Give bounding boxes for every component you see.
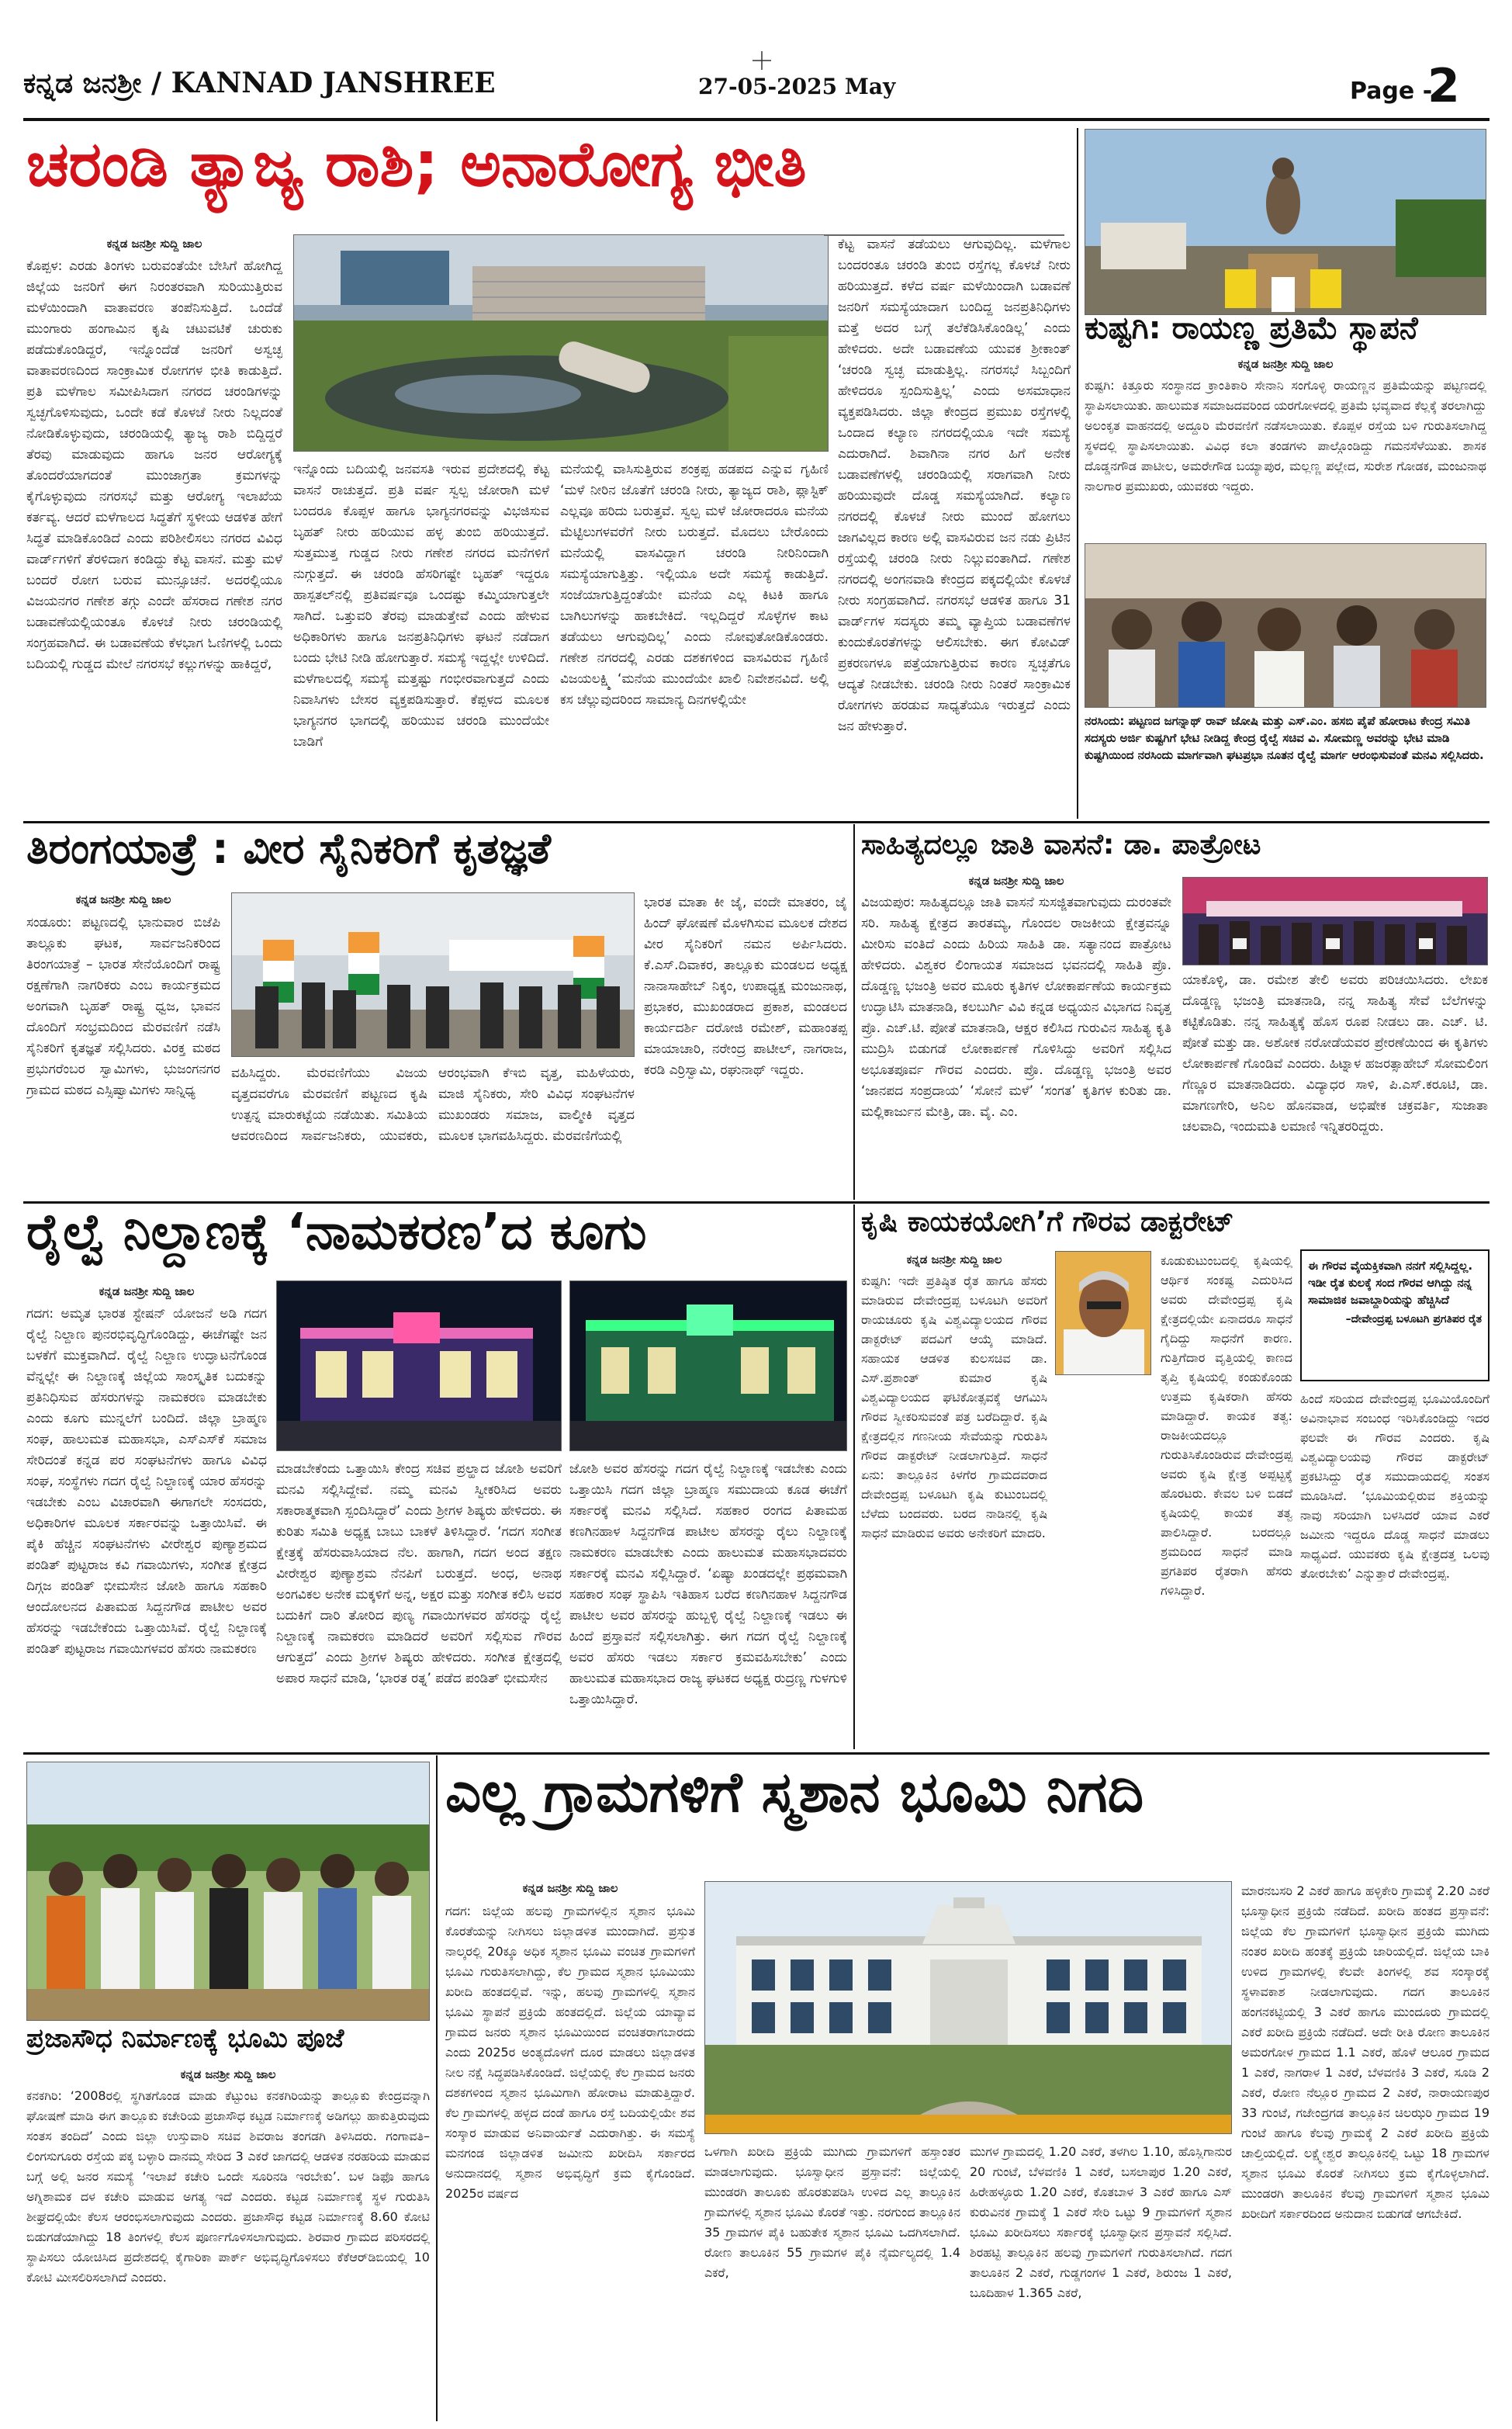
railway-col-1: ಗದಗ: ಅಮೃತ ಭಾರತ ಸ್ಟೇಷನ್ ಯೋಜನೆ ಅಡಿ ಗದಗ ರೈಲ್ವೆ ನಿಲ್ದಾಣ ಪುನರಭಿವೃದ್ಧಿಗೊಂಡಿದ್ದು, ಈಚೆಗಷ್ಟೇ ಜನ ಬಳಕೆಗೆ ಮುಕ್ತವಾಗಿದೆ. ರೈಲ್ವೆ ನಿಲ್ದಾಣ ಉದ್ಘಾಟನೆಗೊಂಡ ವೆನ್ನಲ್ಲೇ ಈ ನಿಲ್ದಾಣಕ್ಕೆ ಜಿಲ್ಲೆಯ ಸಾಂಸ್ಕೃತಿಕ ಬದುಕನ್ನು ಪ್ರತಿನಿಧಿಸುವ ಹೆಸರುಗಳನ್ನು ನಾಮಕರಣ ಮಾಡಬೇಕು ಎಂದು ಕೂಗು ಮುನ್ನಲೆಗೆ ಬಂದಿದೆ. ಜಿಲ್ಲಾ ಬ್ರಾಹ್ಮಣ ಸಂಘ, ಹಾಲುಮತ ಮಹಾಸಭಾ, ಎಸ್‌ಎಸ್‌ಕೆ ಸಮಾಜ ಸೇರಿದಂತೆ ಕನ್ನಡ ಪರ ಸಂಘಟನೆಗಳು ಹಾಗೂ ವಿವಿಧ ಸಂಘ, ಸಂಸ್ಥೆಗಳು ಗದಗ ರೈಲ್ವೆ ನಿಲ್ದಾಣಕ್ಕೆ ಯಾರ ಹೆಸರನ್ನು ಇಡಬೇಕು ಎಂಬ ವಿಚಾರವಾಗಿ ಈಗಾಗಲೇ ಸಂಸದರು, ಅಧಿಕಾರಿಗಳ ಮೂಲಕ ಸರ್ಕಾರವನ್ನು ಒತ್ತಾಯಿಸಿವೆ. ಈ ಪೈಕಿ ಹೆಚ್ಚಿನ ಸಂಘಟನೆಗಳು ವೀರೇಶ್ವರ ಪುಣ್ಯಾಶ್ರಮದ ಪಂಡಿತ್ ಪುಟ್ಟರಾಜ ಕವಿ ಗವಾಯಿಗಳು, ಸಂಗೀತ ಕ್ಷೇತ್ರದ ದಿಗ್ಗಜ ಪಂಡಿತ್ ಭೀಮಸೇನ ಜೋಶಿ ಹಾಗೂ ಸಹಕಾರಿ ಆಂದೋಲನದ ಪಿತಾಮಹ ಸಿದ್ದನಗೌಡ ಪಾಟೀಲ ಅವರ ಹೆಸರನ್ನು ಇಡಬೇಕೆಂದು ಒತ್ತಾಯಿಸಿವೆ. ರೈಲ್ವೆ ನಿಲ್ದಾಣಕ್ಕೆ ಪಂಡಿತ್ ಪುಟ್ಟರಾಜ ಗವಾಯಿಗಳವರ ಹೆಸರು ನಾಮಕರಣ [26,1306,267,1657]
crematorium-col-2: ಒಳಗಾಗಿ ಖರೀದಿ ಪ್ರಕ್ರಿಯೆ ಮುಗಿದು ಗ್ರಾಮಗಳಿಗೆ ಹಸ್ತಾಂತರ ಮಾಡಲಾಗುವುದು. ಭೂಸ್ವಾಧೀನ ಪ್ರಸ್ತಾವನೆ: ಜಿಲ್ಲೆಯಲ್ಲಿ ಮುಂಡರಗಿ ತಾಲೂಕು ಹೊರತುಪಡಿಸಿ ಉಳಿದ ಎಲ್ಲ ತಾಲ್ಲೂಕಿನ ಗ್ರಾಮಗಳಲ್ಲಿ ಸ್ಮಶಾನ ಭೂಮಿ ಕೊರತೆ ಇತ್ತು. ನರಗುಂದ ತಾಲ್ಲೂಕಿನ 35 ಗ್ರಾಮಗಳ ಪೈಕಿ ಬಹುತೇಕ ಸ್ಮಶಾನ ಭೂಮಿ ಒದಗಿಸಲಾಗಿದೆ. ರೋಣ ತಾಲೂಕಿನ 55 ಗ್ರಾಮಗಳ ಪೈಕಿ ನೈರ್ಮಲ್ಯದಲ್ಲಿ 1.4 ಎಕರೆ, [704,2144,960,2280]
foundation-photo [26,1762,430,2021]
govt-building-photo [704,1881,1232,2134]
headline-caste: ಸಾಹಿತ್ಯದಲ್ಲೂ ಜಾತಿ ವಾಸನೆ: ಡಾ. ಪಾತ್ರೋಟ [861,830,1261,861]
doctorate-col-1: ಕುಷ್ಟಗಿ: ಇದೇ ಪ್ರತಿಷ್ಠಿತ ರೈತ ಹಾಗೂ ಹೆಸರು ಮಾಡಿರುವ ದೇವೇಂದ್ರಪ್ಪ ಬಳೂಟಗಿ ಅವರಿಗೆ ರಾಯಚೂರು ಕೃಷಿ ವಿಶ್ವವಿದ್ಯಾಲಯದ ಗೌರವ ಡಾಕ್ಟರೇಟ್ ಪದವಿಗೆ ಆಯ್ಕೆ ಮಾಡಿದೆ. ಸಹಾಯಕ ಆಡಳಿತ ಕುಲಸಚಿವ ಡಾ. ಎಸ್.ಪ್ರಶಾಂತ್ ಕುಮಾರ ಕೃಷಿ ವಿಶ್ವವಿದ್ಯಾಲಯದ ಘಟಿಕೋತ್ಸವಕ್ಕೆ ಆಗಮಿಸಿ ಗೌರವ ಸ್ವೀಕರಿಸುವಂತೆ ಪತ್ರ ಬರೆದಿದ್ದಾರೆ. ಕೃಷಿ ಕ್ಷೇತ್ರದಲ್ಲಿನ ಗಣನೀಯ ಸೇವೆಯನ್ನು ಗುರುತಿಸಿ ಗೌರವ ಡಾಕ್ಟರೇಟ್ ನೀಡಲಾಗುತ್ತಿದೆ. ಸಾಧನೆ ಏನು: ತಾಲ್ಲೂಕಿನ ಕಿಳಗೆರ ಗ್ರಾಮದವರಾದ ದೇವೇಂದ್ರಪ್ಪ ಬಳೂಟಗಿ ಕೃಷಿ ಕುಟುಂಬದಲ್ಲಿ ಬೆಳೆದು ಬಂದವರು. ಬರದ ನಾಡಿನಲ್ಲಿ ಕೃಷಿ ಸಾಧನೆ ಮಾಡಿರುವ ಅವರು ಅನೇಕರಿಗೆ ಮಾದರಿ. [861,1273,1047,1540]
garbage-col-2: ಇನ್ನೊಂದು ಬದಿಯಲ್ಲಿ ಜನವಸತಿ ಇರುವ ಪ್ರದೇಶದಲ್ಲಿ ಕೆಟ್ಟ ವಾಸನೆ ರಾಚುತ್ತದೆ. ಪ್ರತಿ ವರ್ಷ ಸ್ವಲ್ಪ ಜೋರಾಗಿ ಮಳೆ ಬಂದರೂ ಕೊಪ್ಪಳ ಹಾಗೂ ಭಾಗ್ಯನಗರವನ್ನು ವಿಭಜಿಸುವ ಬೃಹತ್ ನೀರು ಹರಿಯುವ ಹಳ್ಳ ತುಂಬಿ ಹರಿಯುತ್ತದೆ. ಸುತ್ತಮುತ್ತ ಗುಡ್ಡದ ನೀರು ಗಣೇಶ ನಗರದ ಮನೆಗಳಿಗೆ ನುಗ್ಗುತ್ತದೆ. ಈ ಚರಂಡಿ ಹೆಸರಿಗಷ್ಟೇ ಬೃಹತ್ ಇದ್ದರೂ ಹಾಸ್ಪತಲ್‌ನಲ್ಲಿ ಪ್ರತಿವರ್ಷವೂ ಒಂದಷ್ಟು ಕಮ್ಮಿಯಾಗುತ್ತಲೇ ಸಾಗಿದೆ. ಒತ್ತುವರಿ ತೆರವು ಮಾಡುತ್ತೇವೆ ಎಂದು ಹೇಳುವ ಅಧಿಕಾರಿಗಳು ಹಾಗೂ ಜನಪ್ರತಿನಿಧಿಗಳು ಘಟನೆ ನಡೆದಾಗ ಬಂದು ಭೇಟಿ ನೀಡಿ ಹೋಗುತ್ತಾರೆ. ಸಮಸ್ಯೆ ಇದ್ದಲ್ಲೇ ಉಳಿದಿದೆ. ಮಳೆಗಾಲದಲ್ಲಿ ಸಮಸ್ಯೆ ಮತ್ತಷ್ಟು ಗಂಭೀರವಾಗುತ್ತದೆ ಎಂದು ನಿವಾಸಿಗಳು ಬೇಸರ ವ್ಯಕ್ತಪಡಿಸುತ್ತಾರೆ. ಕೆಪ್ಪಳದ ಮೂಲಕ ಭಾಗ್ಯನಗರ ಭಾಗದಲ್ಲಿ ಹರಿಯುವ ಚರಂಡಿ ಮುಂದೆಯೇ ಬಾಡಿಗೆ [293,462,549,750]
byline-garbage: ಕನ್ನಡ ಜನಶ್ರೀ ಸುದ್ದಿ ಜಾಲ [106,237,202,251]
vertical-rule-mid [853,824,855,1200]
masthead-rule [23,118,1490,121]
statue-photo [1085,129,1486,315]
headline-railway: ರೈಲ್ವೆ ನಿಲ್ದಾಣಕ್ಕೆ ‘ನಾಮಕರಣ’ದ ಕೂಗು [26,1207,647,1261]
vertical-rule-top [1077,128,1078,819]
quote-author: –ದೇವೇಂದ್ರಪ್ಪ ಬಳೂಟಗಿ ಪ್ರಗತಿಪರ ರೈತ [1345,1313,1482,1325]
headline-statue: ಕುಷ್ಟಗಿ: ರಾಯಣ್ಣ ಪ್ರತಿಮೆ ಸ್ಥಾಪನೆ [1085,312,1418,346]
crematorium-col-3: ಮುಗಳ ಗ್ರಾಮದಲ್ಲಿ 1.20 ಎಕರೆ, ತಳಗಿಲ 1.10, ಹೊಸ್ಲಿಗಾನುರ 20 ಗುಂಟೆ, ಬೆಳವಣಿಕಿ 1 ಎಕರೆ, ಬಸಲಾಪುರ 1.20 ಎಕರೆ, ಹಿರೇಹಳ್ಳೂರು 1.20 ಎಕರೆ, ಕೊತಬಾಳ 3 ಎಕರೆ ಹಾಗೂ ಎಸ್ ಕುರುವಿನಕ ಗ್ರಾಮಕ್ಕೆ 1 ಎಕರೆ ಸೇರಿ ಒಟ್ಟು 9 ಗ್ರಾಮಗಳಿಗೆ ಸ್ಮಶಾನ ಭೂಮಿ ಖರೀದಿಸಲು ಸರ್ಕಾರಕ್ಕೆ ಭೂಸ್ವಾಧೀನ ಪ್ರಸ್ತಾವನೆ ಸಲ್ಲಿಸಿದೆ. ಶಿರಹಟ್ಟಿ ತಾಲ್ಲೂಕಿನ ಹಲವು ಗ್ರಾಮಗಳಿಗೆ ಗುರುತಿಸಲಾಗಿದೆ. ಗದಗ ತಾಲೂಕಿನ 2 ಎಕರೆ, ಗುಡ್ಡಗಂಗಳ 1 ಎಕರೆ, ಶಿರುಂಜ 1 ಎಕರೆ, ಬೂದಿಹಾಳ 1.365 ಎಕರೆ, [970,2144,1232,2300]
headline-crematorium: ಎಲ್ಲ ಗ್ರಾಮಗಳಿಗೆ ಸ್ಮಶಾನ ಭೂಮಿ ನಿಗದಿ [445,1763,1144,1824]
byline-doctorate: ಕನ್ನಡ ಜನಶ್ರೀ ಸುದ್ದಿ ಜಾಲ [906,1253,1002,1266]
crematorium-col-1: ಗದಗ: ಜಿಲ್ಲೆಯ ಹಲವು ಗ್ರಾಮಗಳಲ್ಲಿನ ಸ್ಮಶಾನ ಭೂಮಿ ಕೊರತೆಯನ್ನು ನೀಗಿಸಲು ಜಿಲ್ಲಾಡಳಿತ ಮುಂದಾಗಿದೆ. ಪ್ರಸ್ತುತ ನಾಲ್ಕರಲ್ಲಿ 20ಕ್ಕೂ ಅಧಿಕ ಸ್ಮಶಾನ ಭೂಮಿ ವಂಚಿತ ಗ್ರಾಮಗಳಿಗೆ ಭೂಮಿ ಗುರುತಿಸಲಾಗಿದ್ದು, ಕೆಲ ಗ್ರಾಮದ ಸ್ಮಶಾನ ಭೂಮಿಯು ಖರೀದಿ ಹಂತದಲ್ಲಿವೆ. ಇನ್ನು, ಹಲವು ಗ್ರಾಮಗಳಲ್ಲಿ ಸ್ಮಶಾನ ಭೂಮಿ ಸ್ಥಾಪನೆ ಪ್ರಕ್ರಿಯೆ ಹಂತದಲ್ಲಿದೆ. ಜಿಲ್ಲೆಯ ಯಾವ್ಯಾವ ಗ್ರಾಮದ ಜನರು ಸ್ಮಶಾನ ಭೂಮಿಯಿಂದ ವಂಚಿತರಾಗಬಾರದು ಎಂದು 2025ರ ಅಂತ್ಯದೊಳಗೆ ದೂರ ಮಾಡಲು ಜಿಲ್ಲಾಡಳಿತ ನೀಲ ನಕ್ಷೆ ಸಿದ್ಧಪಡಿಸಿಕೊಂಡಿದೆ. ಜಿಲ್ಲೆಯಲ್ಲಿ ಕೆಲ ಗ್ರಾಮದ ಜನರು ದಶಕಗಳಿಂದ ಸ್ಮಶಾನ ಭೂಮಿಗಾಗಿ ಹೋರಾಟ ಮಾಡುತ್ತಿದ್ದಾರೆ. ಕೆಲ ಗ್ರಾಮಗಳಲ್ಲಿ ಹಳ್ಳದ ದಂಡೆ ಹಾಗೂ ರಸ್ತೆ ಬದಿಯಲ್ಲಿಯೇ ಶವ ಸಂಸ್ಕಾರ ಮಾಡುವ ಅನಿವಾರ್ಯತೆ ಎದುರಾಗಿತ್ತು. ಈ ಸಮಸ್ಯೆ ಮನಗಂಡ ಜಿಲ್ಲಾಡಳಿತ ಜಮೀನು ಖರೀದಿಸಿ ಸರ್ಕಾರದ ಅನುದಾನದಲ್ಲಿ ಸ್ಮಶಾನ ಅಭಿವೃದ್ಧಿಗೆ ಕ್ರಮ ಕೈಗೊಂಡಿದೆ. 2025ರ ವರ್ಷದ [445,1904,695,2201]
headline-tiranga: ತಿರಂಗಯಾತ್ರೆ : ವೀರ ಸೈನಿಕರಿಗೆ ಕೃತಜ್ಞತೆ [26,827,552,873]
caste-col-1: ವಿಜಯಪುರ: ಸಾಹಿತ್ಯದಲ್ಲೂ ಜಾತಿ ವಾಸನೆ ಸುಸಜ್ಜಿತವಾಗುವುದು ದುರಂತವೇ ಸರಿ. ಸಾಹಿತ್ಯ ಕ್ಷೇತ್ರದ ತಾರತಮ್ಯ, ಗೊಂದಲ ರಾಜಕೀಯ ಕ್ಷೇತ್ರವನ್ನೂ ಮೀರಿಸು ವಂತಿದೆ ಎಂದು ಹಿರಿಯ ಸಾಹಿತಿ ಡಾ. ಸತ್ಯಾನಂದ ಪಾತ್ರೋಟ ಹೇಳಿದರು. ವಿಶ್ವಕರ ಲಿಂಗಾಯತ ಸಮಾಜದ ಭವನದಲ್ಲಿ ಸಾಹಿತಿ ಪ್ರೊ. ದೊಡ್ಡಣ್ಣ ಭಜಂತ್ರಿ ಅವರ ಮೂರು ಕೃತಿಗಳ ಲೋಕಾರ್ಪಣೆಯ ಕಾರ್ಯಕ್ರಮ ಉದ್ಘಾಟಿಸಿ ಮಾತನಾಡಿ, ಕಲಬುರ್ಗಿ ವಿವಿ ಕನ್ನಡ ಅಧ್ಯಯನ ವಿಭಾಗದ ನಿವೃತ್ತ ಪ್ರೊ. ಎಚ್.ಟಿ. ಪೋತೆ ಮಾತನಾಡಿ, ಆಕ್ಷರ ಕಲಿಸಿದ ಗುರುವಿನ ಸಾಹಿತ್ಯ ಕೃತಿ ಮುದ್ರಿಸಿ ಬಿಡುಗಡೆ ಲೋಕಾರ್ಪಣೆ ಗೊಳಿಸಿದ್ದು ಅವರಿಗೆ ಸಲ್ಲಿಸಿದ ಅಭೂತಪೂರ್ವ ಗೌರವ ಎಂದರು. ಪ್ರೊ. ದೊಡ್ಡಣ್ಣ ಭಜಂತ್ರಿ ಅವರ ‘ಜಾನಪದ ಸಂಪ್ರದಾಯ’ ‘ಸೋನೆ ಮಳೆ’ ‘ಸಂಗತ’ ಕೃತಿಗಳ ಕುರಿತು ಡಾ. ಮಲ್ಲಿಕಾರ್ಜುನ ಮೇತ್ರಿ, ಡಾ. ವೈ. ಎಂ. [861,895,1171,1120]
byline-statue: ಕನ್ನಡ ಜನಶ್ರೀ ಸುದ್ದಿ ಜಾಲ [1237,357,1334,371]
minister-meeting-photo [1085,543,1486,708]
issue-date: 27-05-2025 May [698,74,896,99]
byline-crematorium: ಕನ್ನಡ ಜನಶ್ರೀ ಸುದ್ದಿ ಜಾಲ [522,1881,618,1895]
book-release-photo [1182,877,1488,965]
railway-col-2: ಮಾಡಬೇಕೆಂದು ಒತ್ತಾಯಿಸಿ ಕೇಂದ್ರ ಸಚಿವ ಪ್ರಲ್ಹಾದ ಜೋಶಿ ಅವರಿಗೆ ಮನವಿ ಸಲ್ಲಿಸಿದ್ದೇವೆ. ನಮ್ಮ ಮನವಿ ಸ್ವೀಕರಿಸಿದ ಅವರು ಸಕಾರಾತ್ಮಕವಾಗಿ ಸ್ಪಂದಿಸಿದ್ದಾರೆ’ ಎಂದು ಶ್ರೀಗಳ ಶಿಷ್ಯರು ಹೇಳಿದರು. ಈ ಕುರಿತು ಸಮಿತಿ ಅಧ್ಯಕ್ಷ ಬಾಬು ಬಾಕಳೆ ತಿಳಿಸಿದ್ದಾರೆ. ‘ಗದಗ ಸಂಗೀತ ಕ್ಷೇತ್ರಕ್ಕೆ ಹೆಸರುವಾಸಿಯಾದ ನೆಲ. ಹಾಗಾಗಿ, ಗದಗ ಅಂದ ತಕ್ಷಣ ವೀರೇಶ್ವರ ಪುಣ್ಯಾಶ್ರಮ ನೆನಪಿಗೆ ಬರುತ್ತದೆ. ಅಂಧ, ಅನಾಥ ಅಂಗವಿಕಲ ಅನೇಕ ಮಕ್ಕಳಿಗೆ ಅನ್ನ, ಅಕ್ಷರ ಮತ್ತು ಸಂಗೀತ ಕಲಿಸಿ ಅವರ ಬದುಕಿಗೆ ದಾರಿ ತೋರಿದ ಪುಣ್ಯ ಗವಾಯಿಗಳವರ ಹೆಸರನ್ನು ರೈಲ್ವೆ ನಿಲ್ದಾಣಕ್ಕೆ ನಾಮಕರಣ ಮಾಡಿದರೆ ಅವರಿಗೆ ಸಲ್ಲಿಸುವ ಗೌರವ ಆಗುತ್ತದೆ’ ಎಂದು ಶ್ರೀಗಳ ಶಿಷ್ಯರು ಹೇಳಿದರು. ಸಂಗೀತ ಕ್ಷೇತ್ರದಲ್ಲಿ ಅಪಾರ ಸಾಧನೆ ಮಾಡಿ, ‘ಭಾರತ ರತ್ನ’ ಪಡೆದ ಪಂಡಿತ್ ಭೀಮಸೇನ [276,1461,562,1686]
quote-box [1300,1249,1490,1381]
railway-station-photo-1 [276,1280,562,1451]
headline-garbage: ಚರಂಡಿ ತ್ಯಾಜ್ಯ ರಾಶಿ; ಅನಾರೋಗ್ಯ ಭೀತಿ [26,132,807,200]
tiranga-col-3: ಭಾರತ ಮಾತಾ ಕೀ ಜೈ, ವಂದೇ ಮಾತರಂ, ಜೈ ಹಿಂದ್ ಘೋಷಣೆ ಮೊಳಗಿಸುವ ಮೂಲಕ ದೇಶದ ವೀರ ಸೈನಿಕರಿಗೆ ನಮನ ಅರ್ಪಿಸಿದರು. ಕೆ.ಎಸ್.ದಿವಾಕರ, ತಾಲ್ಲೂಕು ಮಂಡಲದ ಅಧ್ಯಕ್ಷ ನಾನಾಸಾಹೇಬ್ ನಿಕ್ಕಂ, ಉಪಾಧ್ಯಕ್ಷ ಮಂಜುನಾಥ, ಪ್ರಭಾಕರ, ಮುಖಂಡರಾದ ಪ್ರಕಾಶ, ಮಂಡಲದ ಕಾರ್ಯದರ್ಶಿ ದರೋಜಿ ರಮೇಶ್, ಮಹಾಂತಪ್ಪ ಮಾಯಾಚಾರಿ, ನರೇಂದ್ರ ಪಾಟೀಲ್, ನಾಗರಾಜ, ಕರಡಿ ಎರ್ರಿಸ್ವಾಮಿ, ರಘುನಾಥ್ ಇದ್ದರು. [644,895,847,1078]
byline-foundation: ಕನ್ನಡ ಜನಶ್ರೀ ಸುದ್ದಿ ಜಾಲ [180,2067,276,2081]
farmer-portrait-photo [1055,1251,1151,1375]
garbage-photo [293,234,829,452]
section-rule-1 [23,821,1490,823]
headline-doctorate: ಕೃಷಿ ಕಾಯಕಯೋಗಿ’ಗೆ ಗೌರವ ಡಾಕ್ಟರೇಟ್ [861,1208,1234,1238]
railway-col-3: ಜೋಶಿ ಅವರ ಹೆಸರನ್ನು ಗದಗ ರೈಲ್ವೆ ನಿಲ್ದಾಣಕ್ಕೆ ಇಡಬೇಕು ಎಂದು ಒತ್ತಾಯಿಸಿ ಗದಗ ಜಿಲ್ಲಾ ಬ್ರಾಹ್ಮಣ ಸಮುದಾಯ ಕೂಡ ಈಚೆಗೆ ಸರ್ಕಾರಕ್ಕೆ ಮನವಿ ಸಲ್ಲಿಸಿದೆ. ಸಹಕಾರ ರಂಗದ ಪಿತಾಮಹ ಕಣಗಿನಹಾಳ ಸಿದ್ದನಗೌಡ ಪಾಟೀಲ ಹೆಸರನ್ನು ರೈಲು ನಿಲ್ದಾಣಕ್ಕೆ ನಾಮಕರಣ ಮಾಡಬೇಕು ಎಂದು ಹಾಲುಮತ ಮಹಾಸಭಾದವರು ಸರ್ಕಾರಕ್ಕೆ ಮನವಿ ಸಲ್ಲಿಸಿದ್ದಾರೆ. ‘ಏಷ್ಯಾ ಖಂಡದಲ್ಲೇ ಪ್ರಥಮವಾಗಿ ಸಹಕಾರ ಸಂಘ ಸ್ಥಾಪಿಸಿ ಇತಿಹಾಸ ಬರೆದ ಕಣಗಿನಹಾಳ ಸಿದ್ದನಗೌಡ ಪಾಟೀಲ ಅವರ ಹೆಸರನ್ನು ಹುಬ್ಬಳ್ಳಿ ರೈಲ್ವೆ ನಿಲ್ದಾಣಕ್ಕೆ ಇಡಲು ಈ ಹಿಂದೆ ಪ್ರಸ್ತಾವನೆ ಸಲ್ಲಿಸಲಾಗಿತ್ತು. ಈಗ ಗದಗ ರೈಲ್ವೆ ನಿಲ್ದಾಣಕ್ಕೆ ಅವರ ಹೆಸರು ಇಡಲು ಸರ್ಕಾರ ಕ್ರಮವಹಿಸಬೇಕು’ ಎಂದು ಹಾಲುಮತ ಮಹಾಸಭಾದ ರಾಜ್ಯ ಘಟಕದ ಅಧ್ಯಕ್ಷ ರುದ್ರಣ್ಣ ಗುಳಗುಳಿ ಒತ್ತಾಯಿಸಿದ್ದಾರೆ. [569,1461,847,1707]
quote-text: ಈ ಗೌರವ ವೈಯಕ್ತಿಕವಾಗಿ ನನಗೆ ಸಲ್ಲಿಸಿದ್ದಲ್ಲ. ಇಡೀ ರೈತ ಕುಲಕ್ಕೆ ಸಂದ ಗೌರವ ಆಗಿದ್ದು ನನ್ನ ಸಾಮಾಜಿಕ ಜವಾಬ್ದಾರಿಯನ್ನು ಹೆಚ್ಚಿಸಿದೆ [1308,1259,1473,1307]
vertical-rule-bottom [436,1755,438,2421]
tiranga-col-2: ವಹಿಸಿದ್ದರು. ಮೆರವಣಿಗೆಯು ವಿಜಯ ವೃತ್ತದವರೆಗೂ ಮೆರವಣಿಗೆ ಪಟ್ಟಣದ ಕೃಷಿ ಉತ್ಪನ್ನ ಮಾರುಕಟ್ಟೆಯ ನಡೆಯಿತು. ಸಮಿತಿಯ ಆವರಣದಿಂದ ಸಾರ್ವಜನಿಕರು, ಯುವಕರು, ಆರಂಭವಾಗಿ ಕೆಇಬಿ ವೃತ್ತ, ಮಹಿಳೆಯರು, ಮಾಜಿ ಸೈನಿಕರು, ಸೇರಿ ವಿವಿಧ ಸಂಘಟನೆಗಳ ಮುಖಂಡರು ಸಮಾಜ, ವಾಲ್ಮೀಕಿ ವೃತ್ತದ ಮೂಲಕ ಭಾಗವಹಿಸಿದ್ದರು. ಮೆರವಣಿಗೆಯಲ್ಲಿ [231,1066,635,1144]
tiranga-photo [231,892,635,1057]
doctorate-col-3: ಹಿಂದೆ ಸರಿಯದ ದೇವೇಂದ್ರಪ್ಪ ಭೂಮಿಯೊಂದಿಗೆ ಅವಿನಾಭಾವ ಸಂಬಂಧ ಇರಿಸಿಕೊಂಡಿದ್ದು ಇದರ ಫಲವೇ ಈ ಗೌರವ ಎಂದರು. ಕೃಷಿ ವಿಶ್ವವಿದ್ಯಾಲಯವು ಗೌರವ ಡಾಕ್ಟರೇಟ್ ಪ್ರಕಟಿಸಿದ್ದು ರೈತ ಸಮುದಾಯದಲ್ಲಿ ಸಂತಸ ಮೂಡಿಸಿದೆ. ‘ಭೂಮಿಯಲ್ಲಿರುವ ಶಕ್ತಿಯನ್ನು ನಾವು ಸರಿಯಾಗಿ ಬಳಸಿದರೆ ಯಾವ ಎಕರೆ ಜಮೀನು ಇದ್ದರೂ ದೊಡ್ಡ ಸಾಧನೆ ಮಾಡಲು ಸಾಧ್ಯವಿದೆ. ಯುವಕರು ಕೃಷಿ ಕ್ಷೇತ್ರದತ್ತ ಒಲವು ತೋರಬೇಕು’ ಎನ್ನುತ್ತಾರೆ ದೇವೇಂದ್ರಪ್ಪ. [1300,1391,1490,1581]
caste-col-2: ಯಾಕೊಳ್ಳಿ, ಡಾ. ರಮೇಶ ತೇಲಿ ಅವರು ಪರಿಚಯಿಸಿದರು. ಲೇಖಕ ದೊಡ್ಡಣ್ಣ ಭಜಂತ್ರಿ ಮಾತನಾಡಿ, ನನ್ನ ಸಾಹಿತ್ಯ ಸೇವೆ ಬೆಲೆಗಳನ್ನು ಕಟ್ಟಿಕೊಡಿತು. ನನ್ನ ಸಾಹಿತ್ಯಕ್ಕೆ ಹೊಸ ರೂಪ ನೀಡಲು ಡಾ. ಎಚ್. ಟಿ. ಪೋತೆ ಮತ್ತು ಡಾ. ಅಶೋಕ ನರೋಡೆಯವರ ಪ್ರೇರಣೆಯಿಂದ ಈ ಕೃತಿಗಳು ಲೋಕಾರ್ಪಣೆ ಗೊಂಡಿವೆ ಎಂದರು. ಹಿಟ್ನಾಳ ಹಜರತ್ಸಾಹೇಬ್ ಸೋಮಲಿಂಗ ಗೆಣ್ಣೂರ ಮಾತನಾಡಿದರು. ವಿದ್ಯಾಧರ ಸಾಳಿ, ಪಿ.ಎಸ್.ಕರೂಟಿ, ಡಾ. ಮಾಗಣಗೇರಿ, ಅನಿಲ ಹೊನವಾಡ, ಅಭಿಷೇಕ ಚಕ್ರವರ್ತಿ, ಸುಜಾತಾ ಚಲವಾದಿ, ಇಂದುಮತಿ ಲಮಾಣಿ ಇನ್ನಿತರರಿದ್ದರು. [1182,972,1488,1135]
vertical-rule-low [853,1204,855,1749]
page-label: Page - [1350,78,1433,105]
garbage-col-1: ಕೊಪ್ಪಳ: ಎರಡು ತಿಂಗಳು ಬರುವಂತೆಯೇ ಬೇಸಿಗೆ ಹೋಗಿದ್ದ ಜಿಲ್ಲೆಯ ಜನರಿಗೆ ಈಗ ನಿರಂತರವಾಗಿ ಸುರಿಯುತ್ತಿರುವ ಮಳೆಯಿಂದಾಗಿ ವಾತಾವರಣ ತಂಪೆನಿಸುತ್ತಿದೆ. ಒಂದೆಡೆ ಮುಂಗಾರು ಹಂಗಾಮಿನ ಕೃಷಿ ಚಟುವಟಿಕೆ ಚುರುಕು ಪಡೆದುಕೊಂಡಿದ್ದರೆ, ಇನ್ನೊಂದೆಡೆ ಜನರಿಗೆ ಅಸ್ವಚ್ಛ ವಾತಾವರಣದಿಂದ ಸಾಂಕ್ರಾಮಿಕ ರೋಗಗಳ ಭೀತಿ ಕಾಡುತ್ತಿದೆ. ಪ್ರತಿ ಮಳೆಗಾಲ ಸಮೀಪಿಸಿದಾಗ ನಗರದ ಚರಂಡಿಗಳನ್ನು ಸ್ವಚ್ಛಗೊಳಿಸುವುದು, ಒಂದೇ ಕಡೆ ಕೊಳಚೆ ನೀರು ನಿಲ್ಲದಂತೆ ನೋಡಿಕೊಳ್ಳುವುದು, ಚರಂಡಿಯಲ್ಲಿ ತ್ಯಾಜ್ಯ ರಾಶಿ ಬಿದ್ದಿದ್ದರೆ ತೆರವು ಮಾಡುವುದು ಹಾಗೂ ಜನರ ಆರೋಗ್ಯಕ್ಕೆ ತೊಂದರೆಯಾಗದಂತೆ ಮುಂಜಾಗ್ರತಾ ಕ್ರಮಗಳನ್ನು ಕೈಗೊಳ್ಳುವುದು ನಗರಸಭೆ ಮತ್ತು ಆರೋಗ್ಯ ಇಲಾಖೆಯ ಕರ್ತವ್ಯ. ಆದರೆ ಮಳೆಗಾಲದ ಸಿದ್ಧತೆಗೆ ಸ್ಥಳೀಯ ಆಡಳಿತ ಹೇಗೆ ಸಿದ್ಧತೆ ಮಾಡಿಕೊಂಡಿದೆ ಎಂದು ಪರಿಶೀಲಿಸಲು ನಗರದ ವಿವಿಧ ವಾರ್ಡ್‌ಗಳಿಗೆ ತೆರಳಿದಾಗ ಕಂಡಿದ್ದು ಕೆಟ್ಟ ವಾಸನೆ. ಮತ್ತು ಮಳೆ ಬಂದರೆ ರೋಗ ಬರುವ ಮುನ್ಸೂಚನೆ. ಅದರಲ್ಲಿಯೂ ವಿಜಯನಗರ ಗಣೇಶ ತಗ್ಗು ಎಂದೇ ಹೆಸರಾದ ಗಣೇಶ ನಗರ ಬಡಾವಣೆಯಲ್ಲಿಯಂತೂ ಕೊಳಚೆ ನೀರು ಚರಂಡಿಯಲ್ಲಿ ಸಂಗ್ರಹವಾಗಿದೆ. ಈ ಬಡಾವಣೆಯ ಕೆಳಭಾಗ ಓಣಿಗಳಲ್ಲಿ ಒಂದು ಬದಿಯಲ್ಲಿ ಗುಡ್ಡದ ಮೇಲೆ ನಗರಸಭೆ ಕಲ್ಲುಗಳನ್ನು ಹಾಕಿದ್ದರೆ, [26,258,282,672]
foundation-body: ಕನಕಗಿರಿ: ‘2008ರಲ್ಲಿ ಸ್ಥಗಿತಗೊಂಡ ಮಾಡು ಕೆಟ್ಟುಂಟ ಕನಕಗಿರಿಯನ್ನು ತಾಲ್ಲೂಕು ಕೇಂದ್ರವನ್ನಾಗಿ ಘೋಷಣೆ ಮಾಡಿ ಈಗ ತಾಲ್ಲೂಕು ಕಚೇರಿಯ ಪ್ರಜಾಸೌಧ ಕಟ್ಟಡ ನಿರ್ಮಾಣಕ್ಕೆ ಅಡಿಗಲ್ಲು ಹಾಕುತ್ತಿರುವುದು ಸಂತಸ ತಂದಿದೆ’ ಎಂದು ಜಿಲ್ಲಾ ಉಸ್ತುವಾರಿ ಸಚಿವ ಶಿವರಾಜ ತಂಗಡಗಿ ತಿಳಿಸಿದರು. ಗಂಗಾವತಿ–ಲಿಂಗಸುಗೂರು ರಸ್ತೆಯ ಪಕ್ಕ ಬಳ್ಳಾರಿ ದಾನಮ್ಮ ಸೇರಿದ 3 ಎಕರೆ ಜಾಗದಲ್ಲಿ ಆಡಳಿತ ನರಹರಿಯ ಮಾಡುವ ಬಗ್ಗೆ ಅಲ್ಲಿ ಜನರ ಸಮಸ್ಯೆ ‘ಇಲಾಖೆ ಕಚೇರಿ ಒಂದೇ ಸೂರಿನಡಿ ಇರಬೇಕು’. ಬಳ ಡಿಫೊ ಹಾಗೂ ಅಗ್ನಿಶಾಮಕ ದಳ ಕಚೇರಿ ಮಾಡುವ ಅಗತ್ಯ ಇದೆ ಎಂದರು. ಕಟ್ಟಡ ನಿರ್ಮಾಣಕ್ಕೆ ಸ್ಥಳ ಗುರುತಿಸಿ ಶೀಘ್ರದಲ್ಲಿಯೇ ಕೆಲಸ ಆರಂಭಿಸಲಾಗುವುದು ಎಂದರು. ಪ್ರಜಾಸೌಧ ಕಟ್ಟಡ ನಿರ್ಮಾಣಕ್ಕೆ 8.60 ಕೋಟಿ ಬಿಡುಗಡೆಯಾಗಿದ್ದು 18 ತಿಂಗಳಲ್ಲಿ ಕೆಲಸ ಪೂರ್ಣಗೊಳಿಸಲಾಗುವುದು. ಶಿರವಾರ ಗ್ರಾಮದ ಪರಿಸರದಲ್ಲಿ ಸ್ಥಾಪಿಸಲು ಯೋಚಿಸಿದ ಪ್ರದೇಶದಲ್ಲಿ ಕೈಗಾರಿಕಾ ಪಾರ್ಕ್ ಅಭಿವೃದ್ಧಿಗೊಳಿಸಲು ಕೆಕೆಆರ್‌ಡಿಬಿಯಲ್ಲಿ 10 ಕೋಟಿ ಮೀಸಲಿರಿಸಲಾಗಿದೆ ಎಂದರು. [26,2088,430,2285]
crop-mark [753,51,771,70]
byline-railway: ಕನ್ನಡ ಜನಶ್ರೀ ಸುದ್ದಿ ಜಾಲ [99,1284,195,1298]
section-rule-2 [23,1201,1490,1204]
page-number: 2 [1427,59,1460,113]
garbage-col-3: ಮನೆಯಲ್ಲಿ ವಾಸಿಸುತ್ತಿರುವ ಶಂಕ್ರಪ್ಪ ಹಡಪದ ಎನ್ನುವ ಗೃಹಿಣಿ ‘ಮಳೆ ನೀರಿನ ಜೊತೆಗೆ ಚರಂಡಿ ನೀರು, ತ್ಯಾಜ್ಯದ ರಾಶಿ, ಪ್ಲಾಸ್ಟಿಕ್ ಎಲ್ಲವೂ ಹರಿದು ಬರುತ್ತವೆ. ಸ್ವಲ್ಪ ಮಳೆ ಜೋರಾದರೂ ಮನೆಯ ಮೆಟ್ಟಿಲುಗಳವರೆಗೆ ನೀರು ಬರುತ್ತದೆ. ಮೊದಲು ಬೇರೊಂದು ಮನೆಯಲ್ಲಿ ವಾಸವಿದ್ದಾಗ ಚರಂಡಿ ನೀರಿನಿಂದಾಗಿ ಸಮಸ್ಯೆಯಾಗುತ್ತಿತ್ತು. ಇಲ್ಲಿಯೂ ಅದೇ ಸಮಸ್ಯೆ ಕಾಡುತ್ತಿದೆ. ಸಂಜೆಯಾಗುತ್ತಿದ್ದಂತೆಯೇ ಮನೆಯ ಎಲ್ಲ ಕಿಟಕಿ ಹಾಗೂ ಬಾಗಿಲುಗಳನ್ನು ಹಾಕಬೇಕಿದೆ. ಇಲ್ಲದಿದ್ದರೆ ಸೊಳ್ಳೆಗಳ ಕಾಟ ತಡೆಯಲು ಆಗುವುದಿಲ್ಲ’ ಎಂದು ನೋವುತೋಡಿಕೊಂಡರು. ಗಣೇಶ ನಗರದಲ್ಲಿ ಎರಡು ದಶಕಗಳಿಂದ ವಾಸವಿರುವ ಗೃಹಿಣಿ ವಿಜಯಲಕ್ಷ್ಮಿ ‘ಮನೆಯ ಮುಂದೆಯೇ ಖಾಲಿ ನಿವೇಶನವಿದೆ. ಅಲ್ಲಿ ಕಸ ಚೆಲ್ಲುವುದರಿಂದ ಸಾಮಾನ್ಯ ದಿನಗಳಲ್ಲಿಯೇ [560,462,829,708]
section-rule-3 [23,1752,1490,1755]
crematorium-col-4: ಮಾರನಬಸರಿ 2 ಎಕರೆ ಹಾಗೂ ಹಳ್ಳಿಕೇರಿ ಗ್ರಾಮಕ್ಕೆ 2.20 ಎಕರೆ ಭೂಸ್ವಾಧೀನ ಪ್ರಕ್ರಿಯೆ ನಡೆದಿದೆ. ಖರೀದಿ ಹಂತದ ಪ್ರಸ್ತಾವನೆ: ಜಿಲ್ಲೆಯ ಕೆಲ ಗ್ರಾಮಗಳಿಗೆ ಭೂಸ್ವಾಧೀನ ಪ್ರಕ್ರಿಯೆ ಮುಗಿದು ನಂತರ ಖರೀದಿ ಹಂತಕ್ಕೆ ಪ್ರಕ್ರಿಯೆ ಜಾರಿಯಲ್ಲಿದೆ. ಜಿಲ್ಲೆಯ ಬಾಕಿ ಉಳಿದ ಗ್ರಾಮಗಳಲ್ಲಿ ಕೆಲವೇ ತಿಂಗಳಲ್ಲಿ ಶವ ಸಂಸ್ಕಾರಕ್ಕೆ ಸ್ಥಳಾವಕಾಶ ನೀಡಲಾಗುವುದು. ಗದಗ ತಾಲೂಕಿನ ಹಂಗನಕಟ್ಟಿಯಲ್ಲಿ 3 ಎಕರೆ ಹಾಗೂ ಮುಂದೂರು ಗ್ರಾಮದಲ್ಲಿ ಎಕರೆ ಖರೀದಿ ಪ್ರಕ್ರಿಯೆ ನಡೆದಿದೆ. ಅದೇ ರೀತಿ ರೋಣ ತಾಲೂಕಿನ ಅಮರಗೋಳ ಗ್ರಾಮದ 1.1 ಎಕರೆ, ಹೊಳೆ ಆಲೂರ ಗ್ರಾಮದ 1 ಎಕರೆ, ನಾಗರಾಳ 1 ಎಕರೆ, ಬೆಳವಣಿಕಿ 3 ಎಕರೆ, ಸೂಡಿ 2 ಎಕರೆ, ರೋಣ ನೆಲ್ಲೂರ ಗ್ರಾಮದ 2 ಎಕರೆ, ನಾರಾಯಣಪುರ 33 ಗುಂಟೆ, ಗಜೇಂದ್ರಗಡ ತಾಲ್ಲೂಕಿನ ಚಿಲಝರಿ ಗ್ರಾಮದ 19 ಗುಂಟೆ ಹಾಗೂ ಕೆಲವು ಗ್ರಾಮಕ್ಕೆ 2 ಎಕರೆ ಖರೀದಿ ಪ್ರಕ್ರಿಯೆ ಚಾಲ್ತಿಯಲ್ಲಿದೆ. ಲಕ್ಷ್ಮೇಶ್ವರ ತಾಲ್ಲೂಕಿನಲ್ಲಿ ಒಟ್ಟು 18 ಗ್ರಾಮಗಳ ಸ್ಮಶಾನ ಭೂಮಿ ಕೊರತೆ ನೀಗಿಸಲು ಕ್ರಮ ಕೈಗೊಳ್ಳಲಾಗಿದೆ. ಮುಂಡರಗಿ ತಾಲೂಕಿನ ಕೆಲವು ಗ್ರಾಮಗಳಿಗೆ ಸ್ಮಶಾನ ಭೂಮಿ ಖರೀದಿಗೆ ಸರ್ಕಾರದಿಂದ ಅನುದಾನ ಬಿಡುಗಡೆ ಆಗಬೇಕಿದೆ. [1241,1883,1490,2221]
garbage-col-4: ಕೆಟ್ಟ ವಾಸನೆ ತಡೆಯಲು ಆಗುವುದಿಲ್ಲ. ಮಳೆಗಾಲ ಬಂದರಂತೂ ಚರಂಡಿ ತುಂಬಿ ರಸ್ತೆಗಲ್ಲ ಕೊಳಚೆ ನೀರು ಹರಿಯುತ್ತದೆ. ಕಳೆದ ವರ್ಷ ಮಳೆಯಿಂದಾಗಿ ಬಡಾವಣೆ ಜನರಿಗೆ ಸಮಸ್ಯೆಯಾದಾಗ ಬಂದಿದ್ದ ಜನಪ್ರತಿನಿಧಿಗಳು ಮತ್ತೆ ಅದರ ಬಗ್ಗೆ ತಲೆಕೆಡಿಸಿಕೊಂಡಿಲ್ಲ’ ಎಂದು ಹೇಳಿದರು. ಅದೇ ಬಡಾವಣೆಯ ಯುವಕ ಶ್ರೀಕಾಂತ್ ‘ಚರಂಡಿ ಸ್ವಚ್ಛ ಮಾಡುತ್ತಿಲ್ಲ. ನಗರಸಭೆ ಸಿಬ್ಬಂದಿಗೆ ಹೇಳಿದರೂ ಸ್ಪಂದಿಸುತ್ತಿಲ್ಲ’ ಎಂದು ಅಸಮಾಧಾನ ವ್ಯಕ್ತಪಡಿಸಿದರು. ಜಿಲ್ಲಾ ಕೇಂದ್ರದ ಪ್ರಮುಖ ರಸ್ತೆಗಳಲ್ಲಿ ಒಂದಾದ ಕಲ್ಯಾಣ ನಗರದಲ್ಲಿಯೂ ಇದೇ ಸಮಸ್ಯೆ ಎದುರಾಗಿದೆ. ಶಿವಾಗಿನಾ ನಗರ ಹಿಗೆ ಅನೇಕ ಬಡಾವಣೆಗಳಲ್ಲಿ ಚರಂಡಿಯಲ್ಲಿ ಸರಾಗವಾಗಿ ನೀರು ಹರಿಯುವುದೇ ದೊಡ್ಡ ಸಮಸ್ಯೆಯಾಗಿದೆ. ಕಲ್ಯಾಣ ನಗರದಲ್ಲಿ ಕೊಳಚೆ ನೀರು ಮುಂದೆ ಹೋಗಲು ಜಾಗವಿಲ್ಲದ ಕಾರಣ ಅಲ್ಲಿ ವಾಸವಿರುವ ಜನ ನಡು ಪ್ರಿಟಿನ ರಸ್ತೆಯಲ್ಲಿ ಚರಂಡಿ ನೀರು ನಿಲ್ಲುವಂತಾಗಿದೆ. ಗಣೇಶ ನಗರದಲ್ಲಿ ಅಂಗನವಾಡಿ ಕೇಂದ್ರದ ಪಕ್ಕದಲ್ಲಿಯೇ ಕೊಳಚೆ ನೀರು ಸಂಗ್ರಹವಾಗಿದೆ. ನಗರಸಭೆ ಆಡಳಿತ ಹಾಗೂ 31 ವಾರ್ಡ್‌ಗಳ ಸದಸ್ಯರು ತಮ್ಮ ವ್ಯಾಪ್ತಿಯ ಬಡಾವಣೆಗಳ ಕುಂದುಕೊರತೆಗಳನ್ನು ಆಲಿಸಬೇಕು. ಈಗ ಕೋವಿಡ್ ಪ್ರಕರಣಗಳೂ ಪತ್ತೆಯಾಗುತ್ತಿರುವ ಕಾರಣ ಸ್ವಚ್ಛತೆಗೂ ಆದ್ಯತೆ ನೀಡಬೇಕು. ಚರಂಡಿ ನೀರು ನಿಂತರೆ ಸಾಂಕ್ರಾಮಿಕ ರೋಗಗಳು ಹರಡುವ ಸಾಧ್ಯತೆಯೂ ಇರುತ್ತದೆ ಎಂದು ಜನ ಹೇಳುತ್ತಾರೆ. [838,237,1071,734]
railway-station-photo-2 [569,1280,847,1451]
headline-foundation: ಪ್ರಜಾಸೌಧ ನಿರ್ಮಾಣಕ್ಕೆ ಭೂಮಿ ಪೂಜೆ [26,2025,344,2054]
minister-meeting-caption: ನರಸಿಂದು: ಪಟ್ಟಣದ ಜಗನ್ನಾಥ್ ರಾವ್ ಜೋಷಿ ಮತ್ತು ಎಸ್.ಎಂ. ಹಸಬಿ ಪೈಪೆ ಹೋರಾಟ ಕೇಂದ್ರ ಸಮಿತಿ ಸದಸ್ಯರು ಅರ್ಜಿ ಕುಷ್ಟಗಿಗೆ ಭೇಟಿ ನೀಡಿದ್ದ ಕೇಂದ್ರ ರೈಲ್ವೆ ಸಚಿವ ವಿ. ಸೋಮಣ್ಣ ಅವರನ್ನು ಭೇಟಿ ಮಾಡಿ ಕುಷ್ಟಗಿಯಿಂದ ನರಸಿಂದು ಮಾರ್ಗವಾಗಿ ಘಟಪ್ರಭಾ ನೂತನ ರೈಲ್ವೆ ಮಾರ್ಗ ಆರಂಭಿಸುವಂತೆ ಮನವಿ ಸಲ್ಲಿಸಿದರು. [1085,714,1484,762]
paper-name: ಕನ್ನಡ ಜನಶ್ರೀ / KANNAD JANSHREE [23,67,496,99]
byline-caste: ಕನ್ನಡ ಜನಶ್ರೀ ಸುದ್ದಿ ಜಾಲ [968,874,1064,888]
byline-tiranga: ಕನ್ನಡ ಜನಶ್ರೀ ಸುದ್ದಿ ಜಾಲ [75,892,171,906]
tiranga-col-1: ಸಂಡೂರು: ಪಟ್ಟಣದಲ್ಲಿ ಭಾನುವಾರ ಬಿಜೆಪಿ ತಾಲ್ಲೂಕು ಘಟಕ, ಸಾರ್ವಜನಿಕರಿಂದ ತಿರಂಗಯಾತ್ರೆ – ಭಾರತ ಸೇನೆಯೊಂದಿಗೆ ರಾಷ್ಟ್ರ ರಕ್ಷಣೆಗಾಗಿ ನಾಗರಿಕರು ಎಂಬ ಕಾರ್ಯಕ್ರಮದ ಅಂಗವಾಗಿ ಬೃಹತ್ ರಾಷ್ಟ್ರ ಧ್ವಜ, ಭಾವನ ದೊಂದಿಗೆ ಸಂಭ್ರಮದಿಂದ ಮೆರವಣಿಗೆ ನಡೆಸಿ ಸೈನಿಕರಿಗೆ ಕೃತಜ್ಞತೆ ಸಲ್ಲಿಸಿದರು. ವಿರಕ್ತ ಮಠದ ಪ್ರಭುಗರೆಂಬರ ಸ್ವಾಮಿಗಳು, ಭುಜಂಗನಗರ ಗ್ರಾಮದ ಮಠದ ಎಸ್ಸಿಷ್ವಾಮಿಗಳು ಸಾನ್ನಿಧ್ಯ [26,915,220,1098]
doctorate-col-2: ಕೂಡುಕುಟುಂಬದಲ್ಲಿ ಕೃಷಿಯಲ್ಲಿ ಆರ್ಥಿಕ ಸಂಕಷ್ಟ ಎದುರಿಸಿದ ಅವರು ದೇವೇಂದ್ರಪ್ಪ ಕೃಷಿ ಕ್ಷೇತ್ರದಲ್ಲಿಯೇ ಏನಾದರೂ ಸಾಧನೆ ಗೈದಿದ್ದು ಸಾಧನೆಗೆ ಕಾರಣ. ಗುತ್ತಿಗೆದಾರ ವೃತ್ತಿಯಲ್ಲಿ ಕಾಣದ ತೃಪ್ತಿ ಕೃಷಿಯಲ್ಲಿ ಕಂಡುಕೊಂಡು ಉತ್ತಮ ಕೃಷಿಕರಾಗಿ ಹೆಸರು ಮಾಡಿದ್ದಾರೆ. ಕಾಯಕ ತತ್ವ: ರಾಜಕೀಯದಲ್ಲೂ ಗುರುತಿಸಿಕೊಂಡಿರುವ ದೇವೇಂದ್ರಪ್ಪ ಅವರು ಕೃಷಿ ಕ್ಷೇತ್ರ ಅಪ್ಪಟ್ಟಕ್ಕೆ ಹೊರಟರು. ಕೇವಲ ಬಳಿ ಬಿಡದೆ ಕೃಷಿಯಲ್ಲಿ ಕಾಯಕ ತತ್ವ ಪಾಲಿಸಿದ್ದಾರೆ. ಬರದಲ್ಲೂ ಶ್ರಮದಿಂದ ಸಾಧನೆ ಮಾಡಿ ಪ್ರಗತಿಪರ ರೈತರಾಗಿ ಹೆಸರು ಗಳಿಸಿದ್ದಾರೆ. [1161,1253,1292,1598]
statue-body: ಕುಷ್ಟಗಿ: ಕಿತ್ತೂರು ಸಂಸ್ಥಾನದ ಕ್ರಾಂತಿಕಾರಿ ಸೇನಾನಿ ಸಂಗೊಳ್ಳಿ ರಾಯಣ್ಣನ ಪ್ರತಿಮೆಯನ್ನು ಪಟ್ಟಣದಲ್ಲಿ ಸ್ಥಾಪಿಸಲಾಯಿತು. ಹಾಲುಮತ ಸಮಾಜದವರಿಂದ ಯರಗೋಳದಲ್ಲಿ ಪ್ರತಿಮೆ ಭವ್ಯವಾದ ಕೆಲ್ಲಕ್ಕೆ ತರಲಾಗಿದ್ದು ಅಲಂಕೃತ ವಾಹನದಲ್ಲಿ ಅದ್ದೂರಿ ಮೆರವಣಿಗೆ ನಡೆಸಲಾಯಿತು. ಕೊಪ್ಪಳ ರಸ್ತೆಯ ಬಳಿ ಗುರುತಿಸಲಾಗಿದ್ದ ಸ್ಥಳದಲ್ಲಿ ಸ್ಥಾಪಿಸಲಾಯಿತು. ವಿವಿಧ ಕಲಾ ತಂಡಗಳು ಪಾಲ್ಗೊಂಡಿದ್ದು ಗಮನಸೆಳೆಯಿತು. ಶಾಸಕ ದೊಡ್ಡನಗೌಡ ಪಾಟೀಲ, ಅಮರೇಗೌಡ ಬಯ್ಯಾಪುರ, ಮಲ್ಲಣ್ಣ ಪಲ್ಲೇದ, ಸುರೇಶ ಗೋಡಕ, ಮಂಜುನಾಥ ನಾಲಗಾರ ಪ್ರಮುಖರು, ಯುವಕರು ಇದ್ದರು. [1085,378,1486,494]
